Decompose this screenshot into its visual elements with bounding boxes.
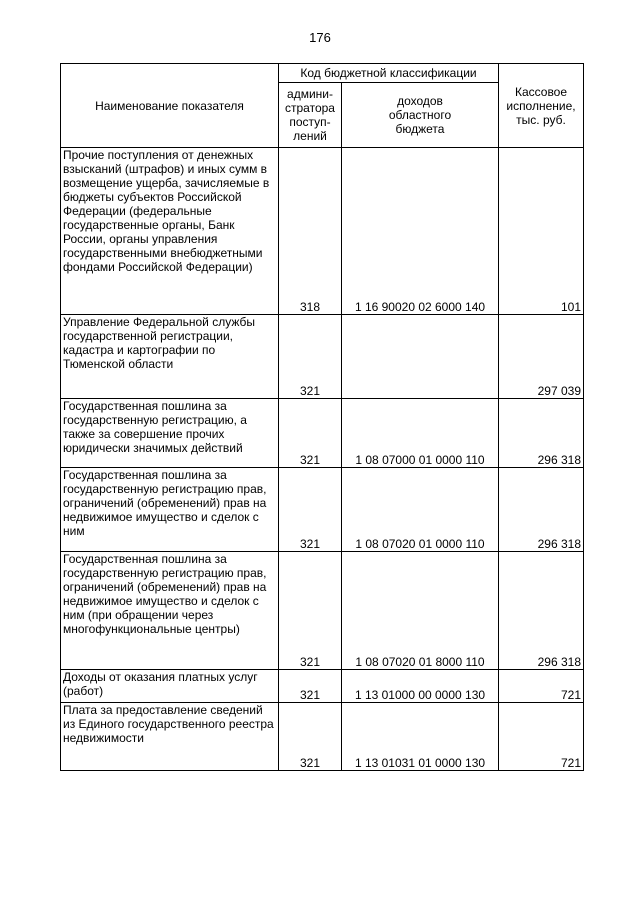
header-name-col: Наименование показателя [61, 64, 279, 148]
row-amount: 296 318 [499, 552, 584, 670]
row-income-code: 1 13 01000 00 0000 130 [342, 670, 499, 703]
row-name: Государственная пошлина за государственную регистрацию прав, ограничений (обременений) прав на недвижимое имущество и сделок с ним (при обращении через многофункциональные центры) [61, 552, 279, 670]
row-name: Управление Федеральной службы государственной регистрации, кадастра и картографии по Тюменской области [61, 315, 279, 399]
header-admin-col: админи- стратора поступ- лений [279, 83, 342, 148]
row-income-code: 1 08 07020 01 0000 110 [342, 468, 499, 552]
table-row [61, 670, 584, 703]
table-row [61, 552, 584, 670]
row-amount: 721 [499, 670, 584, 703]
row-income-code: 1 08 07000 01 0000 110 [342, 399, 499, 468]
row-admin-code: 321 [279, 552, 342, 670]
row-admin-code: 321 [279, 670, 342, 703]
row-amount: 101 [499, 148, 584, 315]
row-amount: 297 039 [499, 315, 584, 399]
table-row [61, 399, 584, 468]
row-amount: 296 318 [499, 399, 584, 468]
table-row [61, 148, 584, 315]
row-name: Государственная пошлина за государственную регистрацию, а также за совершение прочих юридически значимых действий [61, 399, 279, 468]
header-kbk-group: Код бюджетной классификации [279, 64, 499, 83]
row-income-code [342, 315, 499, 399]
row-name: Прочие поступления от денежных взысканий (штрафов) и иных сумм в возмещение ущерба, зачисляемые в бюджеты субъектов Российской Федерации (федеральные государственные органы, Банк России, органы управления государственными внебюджетными фондами Российской Федерации) [61, 148, 279, 315]
row-name: Плата за предоставление сведений из Единого государственного реестра недвижимости [61, 703, 279, 771]
table-row [61, 468, 584, 552]
row-amount: 721 [499, 703, 584, 771]
row-admin-code: 321 [279, 468, 342, 552]
row-name: Государственная пошлина за государственную регистрацию прав, ограничений (обременений) прав на недвижимое имущество и сделок с ним [61, 468, 279, 552]
table-row [61, 315, 584, 399]
row-admin-code: 321 [279, 315, 342, 399]
row-admin-code: 321 [279, 399, 342, 468]
header-income-col: доходов областного бюджета [342, 83, 499, 148]
page-number: 176 [309, 30, 331, 45]
table-row [61, 703, 584, 771]
row-name: Доходы от оказания платных услуг (работ) [61, 670, 279, 703]
budget-table [60, 63, 584, 771]
row-income-code: 1 13 01031 01 0000 130 [342, 703, 499, 771]
row-income-code: 1 16 90020 02 6000 140 [342, 148, 499, 315]
row-income-code: 1 08 07020 01 8000 110 [342, 552, 499, 670]
row-amount: 296 318 [499, 468, 584, 552]
row-admin-code: 318 [279, 148, 342, 315]
header-amount-col: Кассовое исполнение, тыс. руб. [499, 64, 584, 148]
row-admin-code: 321 [279, 703, 342, 771]
